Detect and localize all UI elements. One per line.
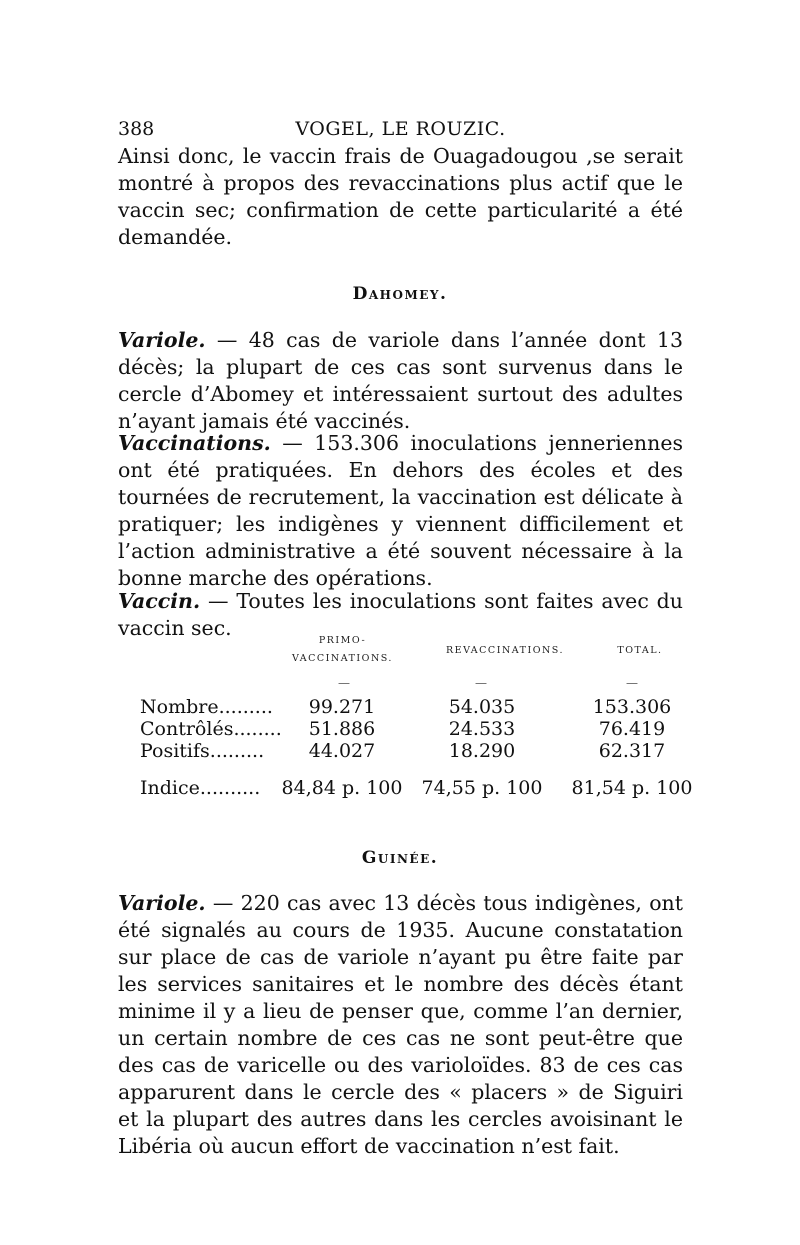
row-label-nombre: Nombre......... <box>140 696 273 718</box>
cell-nombre-total: 153.306 <box>592 696 672 718</box>
vaccinations-lead: Vaccinations. <box>118 431 271 455</box>
col-header-primo: PRIMO-VACCINATIONS. <box>292 635 393 664</box>
cell-positifs-revacc: 18.290 <box>448 740 516 762</box>
intro-text: Ainsi donc, le vaccin frais de Ouagadougou ,se serait montré à propos des revaccinations plus actif que le vaccin sec; confirmation de cette particularité a été demandée. <box>118 144 683 249</box>
dahomey-variole-paragraph <box>118 327 683 435</box>
vaccination-table <box>140 632 693 807</box>
col-dash-3: — <box>626 676 638 690</box>
section-heading-guinee: Guinée. <box>361 848 439 868</box>
vaccin-lead: Vaccin. <box>118 589 201 613</box>
cell-nombre-primo: 99.271 <box>308 696 376 718</box>
variole-text: — 48 cas de variole dans l’année dont 13 décès; la plupart de ces cas sont survenus dans le cercle d’Abomey et intéressaient surtout des adultes n’ayant jamais été vaccinés. <box>118 328 683 433</box>
col-dash-1: — <box>338 676 350 690</box>
variole-lead: Variole. <box>118 328 206 352</box>
vaccin-text: — Toutes les inoculations sont faites avec du vaccin sec. <box>118 589 683 640</box>
section-heading-dahomey: Dahomey. <box>352 284 448 304</box>
guinee-variole-paragraph <box>118 890 683 1160</box>
page-number: 388 <box>118 118 155 140</box>
cell-indice-total: 81,54 p. 100 <box>571 777 693 799</box>
guinee-variole-lead: Variole. <box>118 891 206 915</box>
row-label-indice: Indice.......... <box>140 777 261 799</box>
cell-controles-total: 76.419 <box>598 718 666 740</box>
cell-nombre-revacc: 54.035 <box>448 696 516 718</box>
cell-positifs-total: 62.317 <box>598 740 666 762</box>
row-label-controles: Contrôlés........ <box>140 718 282 740</box>
intro-paragraph <box>118 143 683 251</box>
vaccinations-text: — 153.306 inoculations jenneriennes ont été pratiquées. En dehors des écoles et des tournées de recrutement, la vaccination est délicate à pratiquer; les indigènes y viennent difficilement et l’action administrative a été souvent nécessaire à la bonne marche des opérations. <box>118 431 683 590</box>
col-dash-2: — <box>475 676 487 690</box>
col-header-total: TOTAL. <box>617 645 663 656</box>
cell-positifs-primo: 44.027 <box>308 740 376 762</box>
col-header-revaccinations: REVACCINATIONS. <box>446 645 564 656</box>
cell-controles-primo: 51.886 <box>308 718 376 740</box>
dahomey-vaccinations-paragraph <box>118 430 683 592</box>
cell-controles-revacc: 24.533 <box>448 718 516 740</box>
cell-indice-revacc: 74,55 p. 100 <box>421 777 543 799</box>
running-title: VOGEL, LE ROUZIC. <box>295 118 506 140</box>
cell-indice-primo: 84,84 p. 100 <box>281 777 403 799</box>
guinee-variole-text: — 220 cas avec 13 décès tous indigènes, ont été signalés au cours de 1935. Aucune constatation sur place de cas de variole n’ayant pu être faite par les services sanitaires et le nombre des décès étant minime il y a lieu de penser que, comme l’an dernier, un certain nombre de ces cas ne sont peut-être que des cas de varicelle ou des varioloïdes. 83 de ces cas apparurent dans le cercle des « placers » de Siguiri et la plupart des autres dans les cercles avoisinant le Libéria où aucun effort de vaccination n’est fait. <box>118 891 683 1158</box>
row-label-positifs: Positifs......... <box>140 740 265 762</box>
